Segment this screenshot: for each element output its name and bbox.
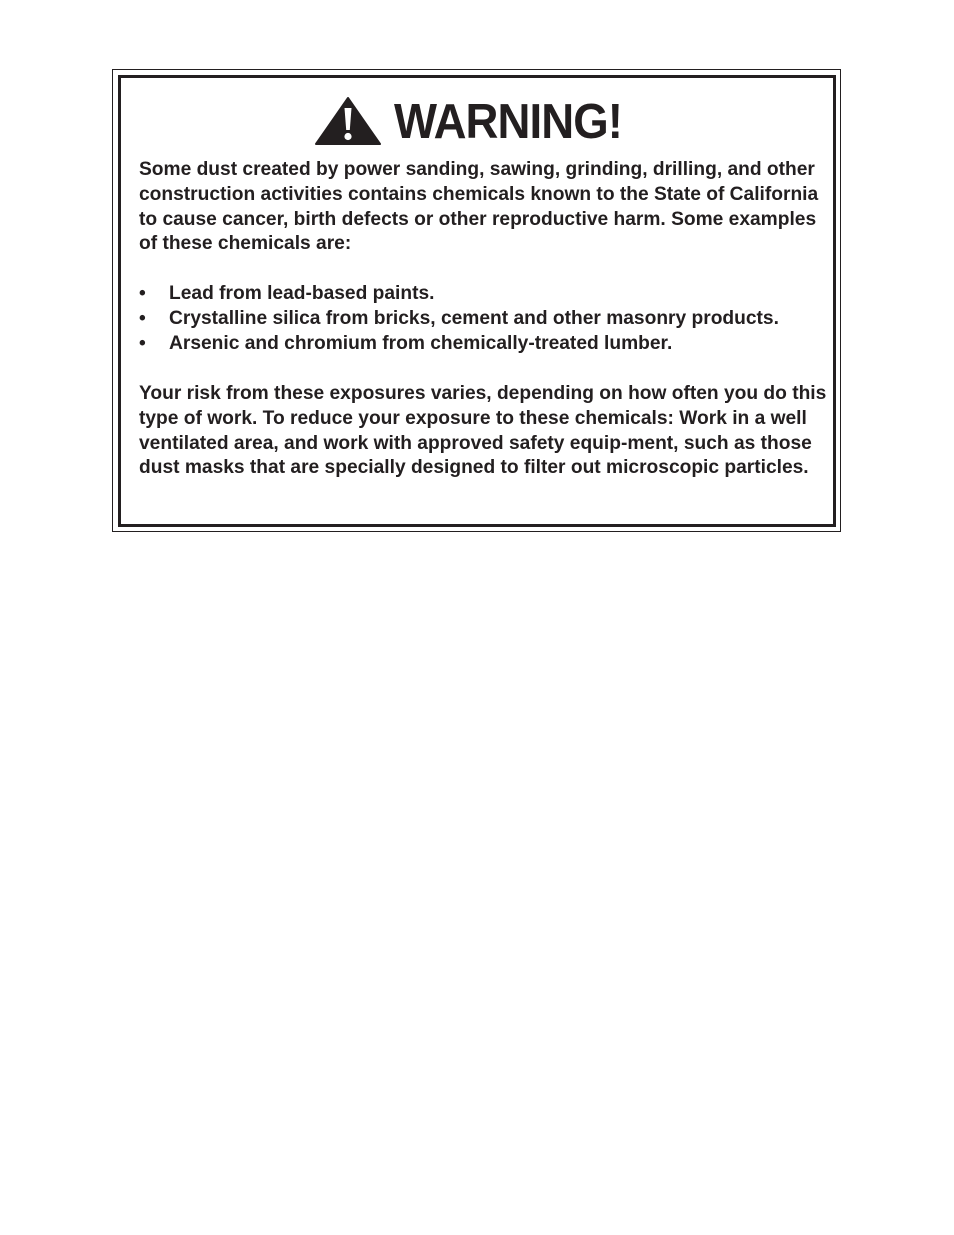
bullet-marker: • — [139, 283, 146, 304]
warning-triangle-icon — [314, 96, 382, 146]
list-item-text: Lead from lead-based paints. — [169, 283, 435, 304]
list-item-text: Arsenic and chromium from chemically-treated lumber. — [169, 332, 673, 354]
list-item-text: Crystalline silica from bricks, cement and other masonry products. — [169, 307, 779, 329]
warning-intro-paragraph: Some dust created by power sanding, sawing, grinding, drilling, and other construction activities contains chemicals known to the State of California to cause cancer, birth defects or other reproductive harm. Some examples of these chemicals are: — [139, 159, 819, 255]
list-item — [139, 307, 829, 332]
chemical-examples-list — [139, 282, 829, 356]
bullet-marker: • — [139, 307, 146, 329]
warning-closing-paragraph: Your risk from these exposures varies, depending on how often you do this type of work. To reduce your exposure to these chemicals: Work in a well ventilated area, and work with approved safety equip-ment, such as those dust masks that are specially designed to filter out microscopic particles. — [139, 383, 827, 479]
list-item — [139, 332, 829, 357]
warning-title: WARNING! — [394, 94, 623, 149]
list-item — [139, 282, 829, 307]
warning-heading — [0, 88, 954, 154]
bullet-marker: • — [139, 332, 146, 354]
